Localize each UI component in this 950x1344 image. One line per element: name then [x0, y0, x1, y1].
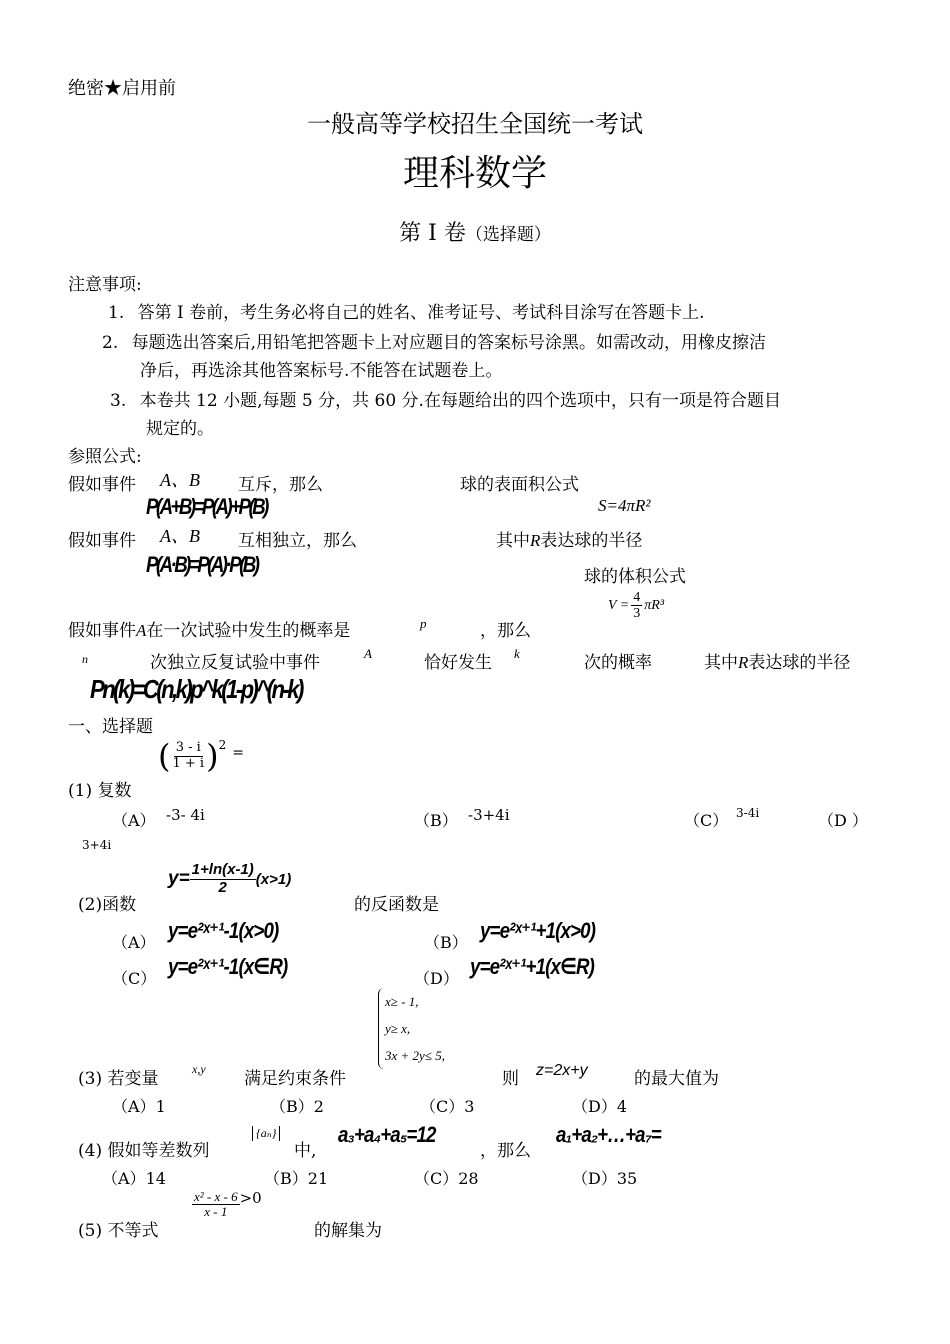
q3-vars: x,y: [192, 1062, 206, 1076]
q3-opt-c-value: 3: [464, 1097, 475, 1116]
q2-opt-d-key: （D）: [414, 969, 459, 988]
q4-opt-d-value: 35: [616, 1169, 638, 1188]
q3-suffix: 的最大值为: [634, 1069, 719, 1089]
q3-constraint-1: x≥ - 1,: [385, 994, 419, 1009]
q4-label: (4) 假如等差数列: [78, 1141, 210, 1161]
f3-suffix: ，那么: [480, 621, 531, 641]
q1-opt-d-value: 3+4i: [82, 838, 112, 852]
q2-den: 2: [218, 878, 227, 896]
q3-opt-b-value: 2: [313, 1097, 324, 1116]
q2-lhs: y=: [168, 868, 190, 889]
f3-text1: 次独立反复试验中事件: [150, 653, 320, 673]
q1-opt-a-key: （A）: [112, 811, 156, 830]
q5-rel: >0: [239, 1188, 262, 1207]
q1-label: (1) 复数: [68, 781, 132, 801]
q3-opt-d: [572, 1094, 627, 1117]
formula-3-line1: [68, 616, 350, 641]
q2-num: 1+ln(x-1): [191, 861, 254, 878]
q3-label: (3) 若变量: [78, 1069, 159, 1089]
q1-eq: =: [232, 745, 244, 761]
q3-opt-a-key: （A）: [112, 1097, 156, 1116]
q2-fraction: [190, 862, 256, 896]
q2-opt-c-key: （C）: [112, 969, 157, 988]
q5-num: x² - x - 6: [194, 1189, 238, 1204]
note-2: [102, 328, 766, 353]
q1-left-paren: (: [158, 737, 171, 775]
sphere-volume-fraction: [631, 590, 642, 622]
note-3: [110, 386, 781, 411]
q1-fraction: [170, 741, 206, 771]
sphere-volume-den: 3: [633, 606, 641, 622]
radius-note-2c: 表达球的半径: [748, 653, 851, 673]
q1-opt-c-key: （C）: [684, 811, 729, 830]
sphere-volume-label: 球的体积公式: [584, 567, 686, 587]
q2-opt-c-value: y=e²ˣ⁺¹-1(x∈R): [168, 954, 288, 979]
q4-opt-c-value: 28: [458, 1169, 479, 1188]
q3-opt-b-key: （B）: [270, 1097, 314, 1116]
f3-k: k: [514, 646, 520, 661]
q3-opt-c-key: （C）: [420, 1097, 465, 1116]
q3-objective: z=2x+y: [536, 1062, 588, 1079]
sphere-volume-rhs: πR³: [644, 597, 665, 613]
q3-opt-a: [112, 1094, 166, 1117]
q2-opt-d-value: y=e²ˣ⁺¹+1(x∈R): [470, 954, 595, 979]
q1-den: 1 + i: [172, 755, 205, 771]
q1-opt-d-key: （D ）: [818, 811, 868, 830]
secret-label: 绝密★启用前: [68, 78, 176, 99]
radius-note-1b: R: [530, 531, 541, 550]
formula-1-prefix: 假如事件: [68, 475, 136, 495]
q4-opt-a: [102, 1166, 166, 1189]
radius-note-1: [496, 526, 642, 551]
formulas-heading: 参照公式:: [68, 447, 142, 467]
radius-note-1a: 其中: [496, 531, 530, 551]
note-2-num: 2.: [102, 333, 119, 353]
note-2-text-line1: 每题选出答案后,用铅笔把答题卡上对应题目的答案标号涂黑。如需改动，用橡皮擦洁: [131, 333, 767, 353]
sphere-volume-lhs: V =: [608, 597, 630, 613]
q2-expression: [168, 862, 291, 896]
q1-right-paren: ): [206, 737, 219, 775]
q5-fraction: [192, 1190, 240, 1220]
formula-2-events: A、B: [160, 526, 200, 546]
q5-label: (5) 不等式: [78, 1221, 159, 1241]
exam-title: 一般高等学校招生全国统一考试: [307, 110, 643, 138]
subject-title: 理科数学: [402, 153, 547, 194]
q1-opt-a-value: -3- 4i: [166, 806, 205, 824]
q3-then: 则: [502, 1069, 519, 1089]
q2-label: (2)函数: [78, 895, 137, 915]
note-1-text: 答第 I 卷前，考生务必将自己的姓名、准考证号、考试科目涂写在答题卡上.: [137, 303, 705, 323]
q5-expression: [192, 1190, 262, 1220]
notes-heading: 注意事项:: [68, 275, 142, 295]
radius-note-2a: 其中: [704, 653, 738, 673]
q4-opt-a-key: （A）: [102, 1169, 146, 1188]
note-3-num: 3.: [110, 391, 127, 411]
q1-num: 3 - i: [175, 740, 201, 756]
sphere-area-formula: S=4πR²: [598, 496, 651, 515]
note-3-text-line1: 本卷共 12 小题,每题 5 分，共 60 分.在每题给出的四个选项中，只有一项是符合题目: [139, 391, 781, 411]
formula-2-suffix: 互相独立，那么: [238, 531, 357, 551]
sphere-area-label: 球的表面积公式: [460, 475, 579, 495]
q3-opt-d-value: 4: [616, 1097, 628, 1116]
radius-note-1c: 表达球的半径: [540, 531, 643, 551]
f3-n: n: [82, 652, 88, 666]
formula-2-math: P(A·B)=P(A)·P(B): [146, 552, 258, 577]
q3-opt-b: [270, 1094, 324, 1117]
q4-condition: a₃+a₄+a₅=12: [338, 1122, 436, 1147]
section-1-heading: 一、选择题: [68, 717, 153, 737]
q4-opt-d-key: （D）: [572, 1169, 617, 1188]
q5-suffix: 的解集为: [314, 1221, 382, 1241]
q4-opt-d: [572, 1166, 637, 1189]
q3-mid: 满足约束条件: [244, 1069, 346, 1089]
q1-opt-c-value: 3-4i: [736, 806, 760, 820]
f3-text3: 次的概率: [584, 653, 652, 673]
q4-opt-b-value: 21: [307, 1169, 329, 1188]
formula-1-math: P(A+B)=P(A)+P(B): [146, 494, 267, 519]
q2-opt-b-value: y=e²ˣ⁺¹+1(x>0): [480, 918, 596, 943]
sphere-volume-num: 4: [633, 590, 641, 605]
q4-sequence: {aₙ}: [252, 1126, 280, 1141]
note-3-text-line2: 规定的。: [146, 419, 214, 439]
formula-1-events: A、B: [160, 470, 200, 490]
note-2-text-line2: 净后，再选涂其他答案标号.不能答在试题卷上。: [140, 361, 503, 381]
q4-opt-c: [414, 1166, 479, 1189]
f3-event: A: [136, 621, 147, 640]
f3-prefix-b: 在一次试验中发生的概率是: [146, 621, 351, 641]
q2-suffix: 的反函数是: [354, 895, 439, 915]
q3-opt-a-value: 1: [155, 1097, 166, 1116]
q2-cond: (x>1): [255, 870, 292, 888]
radius-note-2b: R: [738, 653, 749, 672]
q4-opt-b-key: （B）: [264, 1169, 308, 1188]
f3-A: A: [364, 646, 372, 661]
radius-note-2: [704, 648, 850, 673]
q4-mid: 中,: [294, 1141, 317, 1161]
q5-den: x - 1: [204, 1204, 228, 1220]
note-1: [108, 298, 705, 323]
q1-opt-b-key: （B）: [414, 811, 458, 830]
q4-ask: a₁+a₂+…+a₇=: [556, 1122, 661, 1147]
q4-then: ，那么: [480, 1141, 531, 1161]
volume-heading: [0, 216, 950, 247]
q2-opt-a-value: y=e²ˣ⁺¹-1(x>0): [168, 918, 279, 943]
volume-note: （选择题）: [465, 225, 551, 245]
f3-text2: 恰好发生: [424, 653, 492, 673]
q4-opt-a-value: 14: [145, 1169, 166, 1188]
q2-opt-a-key: （A）: [112, 933, 156, 952]
q3-opt-c: [420, 1094, 474, 1117]
note-1-num: 1.: [108, 303, 125, 323]
q4-opt-b: [264, 1166, 328, 1189]
q3-constraint-2: y≥ x,: [385, 1021, 411, 1036]
q2-opt-b-key: （B）: [424, 933, 468, 952]
f3-prefix-a: 假如事件: [68, 621, 136, 641]
q3-opt-d-key: （D）: [572, 1097, 617, 1116]
formula-3-math: Pn(k)=C(n,k)p^k(1-p)^(n-k): [90, 674, 302, 704]
formula-2-prefix: 假如事件: [68, 531, 136, 551]
volume-label: 第 I 卷: [399, 221, 466, 246]
f3-p: p: [420, 616, 427, 631]
formula-1-suffix: 互斥，那么: [238, 475, 323, 495]
q4-opt-c-key: （C）: [414, 1169, 459, 1188]
q1-power: 2: [218, 738, 227, 752]
sphere-volume-formula: [608, 590, 664, 622]
q1-opt-b-value: -3+4i: [468, 806, 510, 824]
q1-expression: [158, 737, 244, 775]
q3-constraint-3: 3x + 2y≤ 5,: [385, 1048, 445, 1063]
q3-constraints: [378, 988, 445, 1069]
